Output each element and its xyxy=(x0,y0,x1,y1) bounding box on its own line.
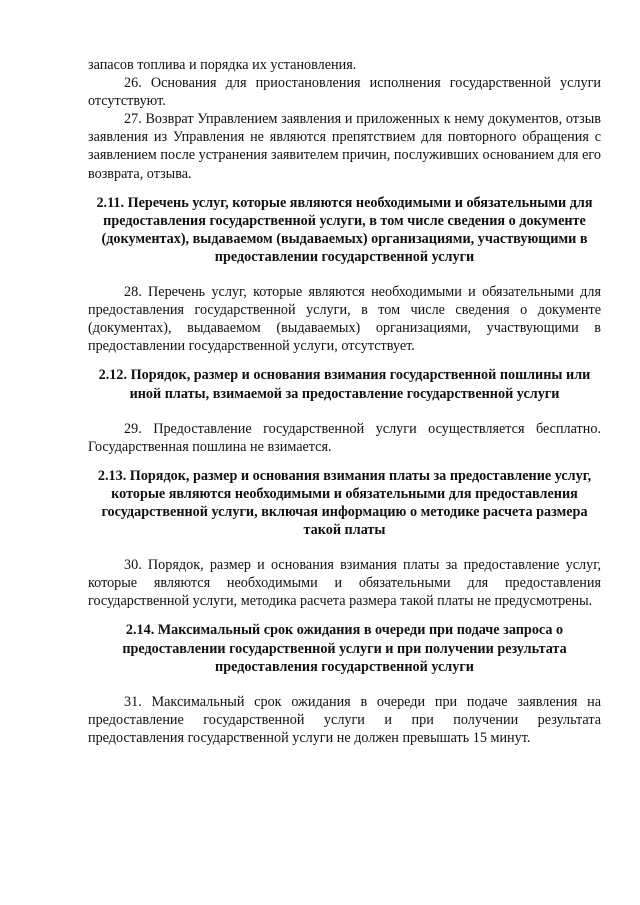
paragraph-31: 31. Максимальный срок ожидания в очереди при подаче заявления на предоставление государственной услуги и при получении результата предоставления государственной услуги не должен превышать 15 минут. xyxy=(88,693,601,746)
document-page xyxy=(88,56,601,747)
paragraph-27: 27. Возврат Управлением заявления и приложенных к нему документов, отзыв заявления из Управления не являются препятствием для повторного обращения с заявлением после устранения заявителем причин, послуживших основанием для его возврата, отзыва. xyxy=(88,111,601,182)
paragraph-29: 29. Предоставление государственной услуги осуществляется бесплатно. Государственная пошлина не взимается. xyxy=(88,420,601,455)
paragraph-28: 28. Перечень услуг, которые являются необходимыми и обязательными для предоставления государственной услуги, в том числе сведения о документе (документах), выдаваемом (выдаваемых) организациями, участвующими в предоставлении государственной услуги, отсутствует. xyxy=(88,284,601,355)
heading-2-14: 2.14. Максимальный срок ожидания в очереди при подаче запроса о предоставлении государственной услуги и при получении результата предоставления государственной услуги xyxy=(122,622,567,675)
heading-2-12: 2.12. Порядок, размер и основания взимания государственной пошлины или иной платы, взимаемой за предоставление государственной услуги xyxy=(98,367,591,402)
heading-2-13: 2.13. Порядок, размер и основания взимания платы за предоставление услуг, которые являются необходимыми и обязательными для предоставления государственной услуги, включая информацию о методике расчета размера такой платы xyxy=(97,467,592,539)
heading-2-11: 2.11. Перечень услуг, которые являются необходимыми и обязательными для предоставления государственной услуги, в том числе сведения о документе (документах), выдаваемом (выдаваемых) организациями, участвующими в предоставлении государственной услуги xyxy=(96,194,593,265)
paragraph-26: 26. Основания для приостановления исполнения государственной услуги отсутствуют. xyxy=(88,75,601,110)
paragraph-continuation: запасов топлива и порядка их установления. xyxy=(88,57,357,73)
paragraph-30: 30. Порядок, размер и основания взимания платы за предоставление услуг, которые являются необходимыми и обязательными для предоставления государственной услуги, методика расчета размера такой платы не предусмотрены. xyxy=(88,557,601,610)
